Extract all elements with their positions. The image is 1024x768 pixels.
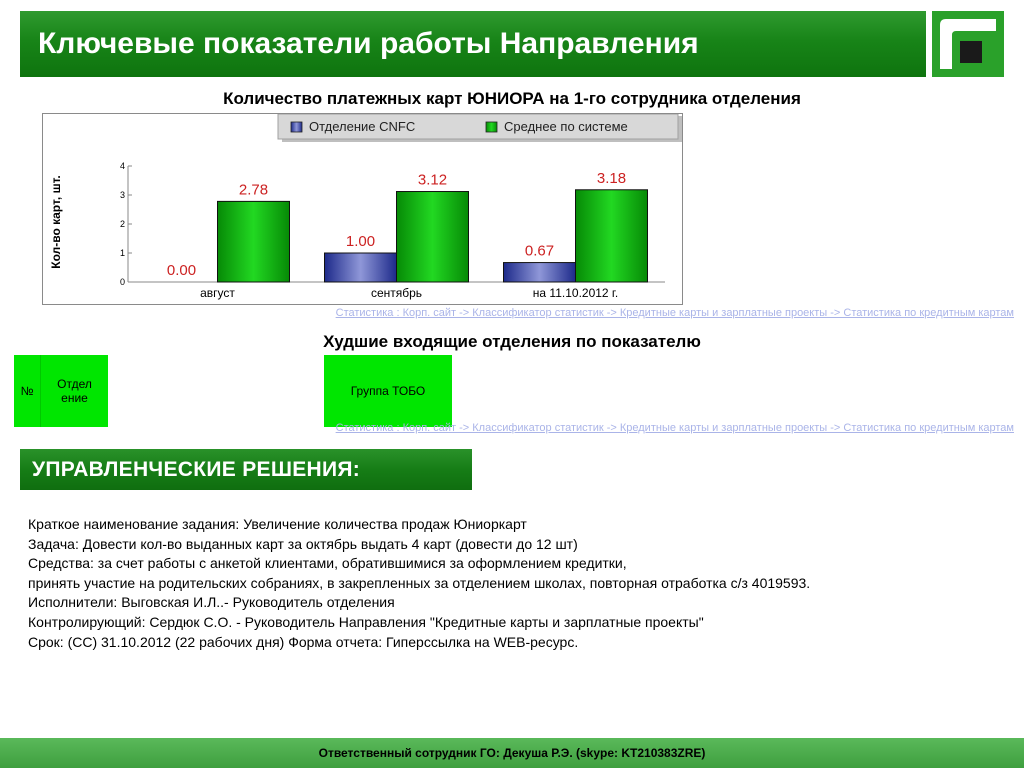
bar-average: [576, 190, 648, 282]
means-line: Средства: за счет работы с анкетой клиентами, обратившимися за оформлением кредитки,: [28, 555, 627, 572]
x-category-label: на 11.10.2012 г.: [532, 286, 619, 300]
data-label-cnfc: 0.67: [524, 242, 555, 260]
bank-logo: [932, 11, 1004, 77]
stat-link-worst[interactable]: Статистика : Корп. сайт -> Классификатор статистик -> Кредитные карты и зарплатные проекты -> Статистика по кредитным картам: [335, 422, 1014, 434]
stat-link-chart[interactable]: Статистика : Корп. сайт -> Классификатор статистик -> Кредитные карты и зарплатные проекты -> Статистика по кредитным картам: [335, 307, 1014, 319]
y-tick-label: 0: [119, 277, 125, 287]
task-name-line: Краткое наименование задания: Увеличение количества продаж Юниоркарт: [28, 516, 527, 532]
data-label-average: 3.18: [596, 169, 627, 187]
footer-bar: [0, 738, 1024, 768]
data-label-average: 2.78: [238, 181, 269, 199]
chart-title: Количество платежных карт ЮНИОРА на 1-го сотрудника отделения: [223, 89, 801, 108]
bar-cnfc: [504, 263, 576, 282]
responsible-contact: Ответственный сотрудник ГО: Декуша Р.Э. (skype: KT210383ZRE): [318, 746, 706, 760]
col-group-label: Группа ТОБО: [350, 384, 426, 398]
y-tick-label: 3: [119, 190, 125, 200]
bar-average: [397, 192, 469, 282]
controller-line: Контролирующий: Сердюк С.О. - Руководитель Направления "Кредитные карты и зарплатные проекты": [28, 613, 704, 630]
task-line: Задача: Довести кол-во выданных карт за октябрь выдать 4 карт (довести до 12 шт): [28, 535, 578, 552]
x-category-label: август: [200, 286, 235, 300]
col-number-header: [14, 355, 40, 427]
management-title: УПРАВЛЕНЧЕСКИЕ РЕШЕНИЯ:: [32, 458, 361, 481]
col-group-header: [324, 355, 452, 427]
data-label-cnfc: 1.00: [345, 233, 376, 250]
y-tick-label: 4: [119, 161, 125, 171]
col-branch-label: Отдел ение: [57, 377, 92, 405]
means-line-continued: принять участие на родительских собраниях, в закрепленных за отделением школах, повторная отработка с/з 4019593.: [28, 574, 811, 591]
management-title-bar: [20, 449, 472, 490]
legend-swatch-average: [486, 122, 497, 132]
data-label-average: 3.12: [417, 171, 448, 189]
col-branch-header: [40, 355, 108, 427]
deadline-line: Срок: (СС) 31.10.2012 (22 рабочих дня) Форма отчета: Гиперссылка на WEB-ресурс.: [28, 633, 579, 650]
executors-line: Исполнители: Выговская И.Л..- Руководитель отделения: [28, 594, 395, 611]
col-number-label: №: [20, 384, 34, 398]
bar-chart: [42, 113, 683, 305]
y-tick-label: 1: [119, 248, 125, 258]
bar-chart-svg: [43, 114, 684, 306]
chart-legend: [278, 114, 682, 142]
data-label-cnfc: 0.00: [166, 262, 197, 279]
page-title-bar: [20, 11, 926, 77]
management-details: [28, 515, 1008, 652]
y-axis-label: Кол-во карт, шт.: [49, 175, 63, 269]
legend-label-cnfc: Отделение CNFC: [309, 119, 416, 134]
page-title: Ключевые показатели работы Направления: [38, 27, 699, 60]
worst-branches-title: Худшие входящие отделения по показателю: [323, 332, 701, 351]
bar-cnfc: [325, 253, 397, 282]
legend-label-average: Среднее по системе: [504, 119, 628, 134]
legend-swatch-cnfc: [291, 122, 302, 132]
x-category-label: сентябрь: [370, 286, 423, 300]
logo-icon: [932, 11, 1004, 77]
y-tick-label: 2: [119, 219, 125, 229]
bar-average: [218, 201, 290, 282]
